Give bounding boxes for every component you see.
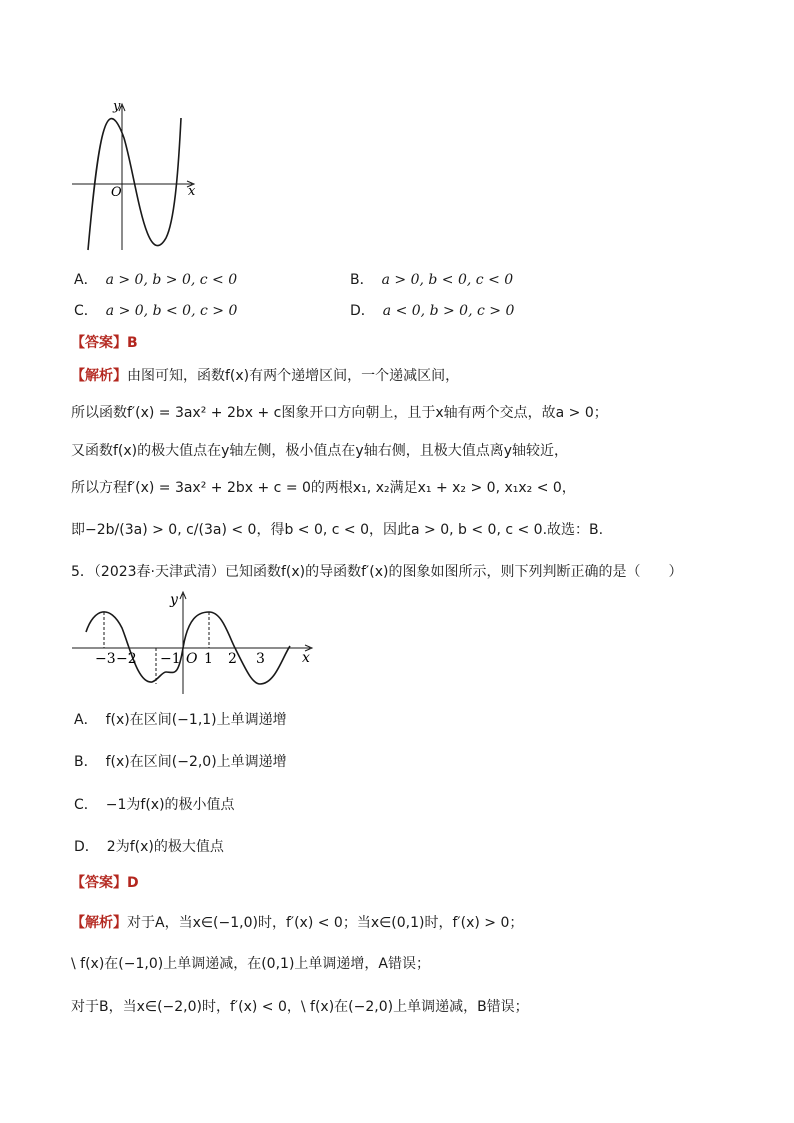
q5-option-b[interactable]	[74, 752, 287, 772]
q4-option-d[interactable]	[350, 301, 514, 321]
tick-2: 2	[228, 651, 237, 667]
q4-option-c[interactable]	[74, 301, 237, 321]
q5-answer: 【答案】D	[71, 875, 139, 891]
q5-option-a-text: f(x)在区间(−1,1)上单调递增	[105, 712, 287, 728]
q5-analysis-text-1: 对于A，当x∈(−1,0)时，f′(x) < 0；当x∈(0,1)时，f′(x) > 0；	[127, 915, 524, 931]
q5-option-c-label: C．	[74, 797, 98, 813]
q5-option-a-label: A．	[74, 712, 98, 728]
q4-analysis-line-1	[71, 366, 459, 386]
q4-analysis-line-3: 又函数f(x)的极大值点在y轴左侧，极小值点在y轴右侧，且极大值点离y轴较近，	[71, 443, 568, 459]
graph-x-label: x	[302, 650, 310, 666]
tick-minus-1: −1	[160, 651, 181, 667]
q5-option-b-text: f(x)在区间(−2,0)上单调递增	[105, 754, 287, 770]
q5-analysis-tag: 【解析】	[71, 915, 127, 931]
q5-option-c[interactable]	[74, 795, 235, 815]
q5-analysis-line-3: 对于B，当x∈(−2,0)时，f′(x) < 0，\ f(x)在(−2,0)上单调递减，B错误；	[71, 999, 529, 1015]
q5-option-c-text: −1为f(x)的极小值点	[105, 797, 235, 813]
tick-minus-3: −3	[95, 651, 116, 667]
q4-analysis-line-2: 所以函数f′(x) = 3ax² + 2bx + c图象开口方向朝上，且于x轴有两个交点，故a > 0；	[71, 405, 608, 421]
cubic-function-graph	[68, 98, 204, 254]
q4-option-d-label: D．	[350, 303, 375, 319]
q4-option-a-text: a > 0, b > 0, c < 0	[105, 272, 238, 288]
graph-y-label: y	[170, 592, 178, 608]
q4-option-c-text: a > 0, b < 0, c > 0	[105, 303, 238, 319]
q4-option-d-text: a < 0, b > 0, c > 0	[382, 303, 515, 319]
tick-minus-2: −2	[116, 651, 137, 667]
derivative-graph	[70, 588, 320, 696]
tick-1: 1	[204, 651, 213, 667]
q5-option-a[interactable]	[74, 710, 287, 730]
graph-origin-label: O	[186, 651, 198, 667]
q4-option-c-label: C．	[74, 303, 98, 319]
q4-option-a[interactable]	[74, 270, 237, 290]
graph-y-label: y	[113, 99, 121, 114]
q5-option-d-label: D．	[74, 839, 99, 855]
q4-analysis-text-1: 由图可知，函数f(x)有两个递增区间，一个递减区间，	[127, 368, 460, 384]
q4-analysis-line-5: 即−2b/(3a) > 0, c/(3a) < 0，得b < 0, c < 0，因此a > 0, b < 0, c < 0.故选：B.	[71, 522, 604, 538]
q5-option-b-label: B．	[74, 754, 98, 770]
q5-analysis-line-2: \ f(x)在(−1,0)上单调递减，在(0,1)上单调递增，A错误；	[71, 956, 430, 972]
q5-stem: 5．（2023春·天津武清）已知函数f(x)的导函数f′(x)的图象如图所示，则下列判断正确的是（ ）	[71, 564, 683, 580]
q4-answer: 【答案】B	[71, 335, 138, 351]
q5-option-d-text: 2为f(x)的极大值点	[106, 839, 224, 855]
q4-option-b-text: a > 0, b < 0, c < 0	[381, 272, 514, 288]
q4-option-b-label: B．	[350, 272, 374, 288]
q4-analysis-tag: 【解析】	[71, 368, 127, 384]
q4-option-a-label: A．	[74, 272, 98, 288]
graph-x-label: x	[188, 184, 196, 199]
q5-option-d[interactable]	[74, 837, 224, 857]
q4-option-b[interactable]	[350, 270, 513, 290]
q5-analysis-line-1	[71, 913, 523, 933]
graph-origin-label: O	[111, 185, 122, 200]
q4-analysis-line-4: 所以方程f′(x) = 3ax² + 2bx + c = 0的两根x₁, x₂满足x₁ + x₂ > 0, x₁x₂ < 0，	[71, 480, 576, 496]
tick-3: 3	[256, 651, 265, 667]
